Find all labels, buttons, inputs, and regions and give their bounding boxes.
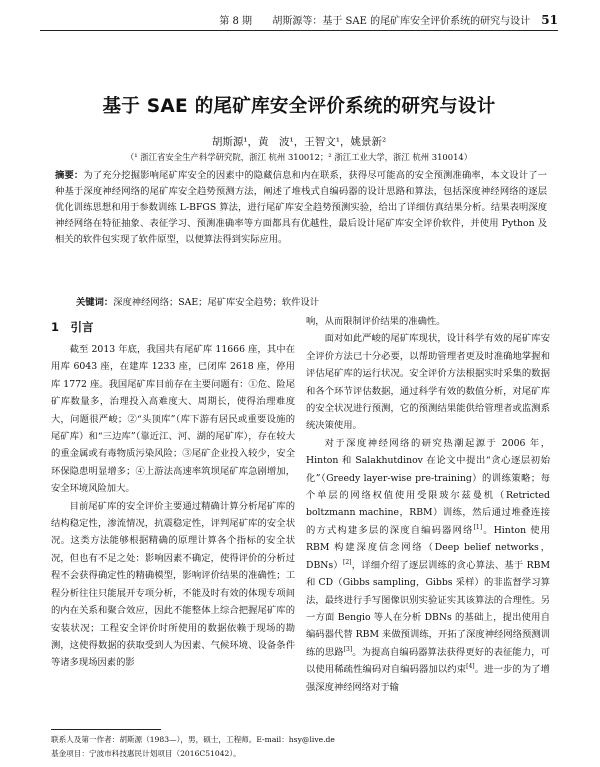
running-header <box>40 12 558 30</box>
keywords <box>76 295 546 311</box>
paragraph: 响，从而限制评价结果的准确性。 <box>306 316 446 327</box>
abstract-label: 摘要： <box>55 170 84 181</box>
citation-1: [1] <box>473 523 483 531</box>
paragraph: 截至 2013 年底，我国共有尾矿库 11666 座，其中在用库 6043 座，在建库 1233 座，已闭库 2618 座，停用库 1772 座。我国尾矿库目前存在主要问题有：①危、险尾矿库数量多，治理投入高难度大、周期长，使得治理难度大，问题很严峻；②“头顶库”（库下游有居民或重要设施的尾矿库）和“三边库”（靠近江、河、湖的尾矿库），存在较大的重金属或有毒物质污染风险；③尾矿企业投入较少，安全环保隐患明显增多；④上游法高速率筑坝尾矿库急剧增加，安全环境风险加大。 <box>51 344 295 495</box>
abstract <box>55 168 547 248</box>
running-header-title: 胡斯源等：基于 SAE 的尾矿库安全评价系统的研究与设计 <box>272 16 531 27</box>
paragraph-text: ，详细介绍了逐层训练的贪心算法、基于 RBM 和 CD（Gibbs sampling，Gibbs 采样）的非监督学习算法，最终进行手写图像识别实验证实其该算法的合理性。另一方面 Bengio 等人在分析 DBNs 的基础上，提出使用自编码器代替 RBM 来做预训练，开拓了深度神经网络预测训练的思路 <box>306 559 550 658</box>
keywords-text: 深度神经网络；SAE；尾矿库安全趋势；软件设计 <box>113 297 320 308</box>
footnote-fund: 基金项目：宁波市科技惠民计划项目（2016C51042）。 <box>51 749 241 758</box>
paragraph-text: 对于深度神经网络的研究热潮起源于 2006 年，Hinton 和 Salakhutdinov 在论文中提出“贪心逐层初始化”（Greedy layer-wise pre-training）的训练策略；每个单层的网络权值使用受限玻尔兹曼机（Retricted boltzmann machine，RBM）训练，然后通过堆叠连接的方式构建多层的深度自编码器网络 <box>306 437 550 536</box>
left-column <box>51 313 295 672</box>
footnote-rule <box>51 729 161 730</box>
citation-3: [3] <box>343 645 353 653</box>
citation-4: [4] <box>466 663 475 671</box>
paragraph: 面对如此严峻的尾矿库现状，设计科学有效的尾矿库安全评价方法已十分必要，以帮助管理者更及时准确地掌握和评估尾矿库的运行状况。安全评价方法根据实时采集的数据和各个环节评估数据，通过科学有效的数值分析，对尾矿库的安全状况进行预测，它的预测结果能供给管理者或监测系统决策使用。 <box>306 333 550 432</box>
header-rule <box>40 30 558 31</box>
keywords-label: 关键词： <box>76 297 114 308</box>
right-column <box>306 313 550 696</box>
paper-title: 基于 SAE 的尾矿库安全评价系统的研究与设计 <box>102 96 496 117</box>
footnote-author: 联系人及第一作者：胡斯源（1983—），男，硕士，工程师。E-mail：hsy@live.de <box>51 735 335 744</box>
paragraph-text: 。为提高自编码器算法获得更好的表征能力，可以使用稀疏性编码对自编码器加以约束 <box>306 646 550 676</box>
abstract-text: 为了充分挖掘影响尾矿库安全的因素中的隐藏信息和内在联系，获得尽可能高的安全预测准确率，本文设计了一种基于深度神经网络的尾矿库安全趋势预测方法，阐述了堆栈式自编码器的设计思路和算法，包括深度神经网络的逐层优化训练思想和用于参数训练 L-BFGS 算法，进行尾矿库安全趋势预测实验，给出了详细仿真结果分析。结果表明深度神经网络在特征抽象、表征学习、预测准确率等方面都具有优越性，最后设计尾矿库安全评价软件，并使用 Python 及相关的软件包实现了软件原型，以便算法得到实际应用。 <box>55 170 547 245</box>
paragraph-text: 。进一步的为了增强深度神经网络对于输 <box>306 664 550 693</box>
paragraph <box>306 435 550 696</box>
page-number: 51 <box>541 13 558 27</box>
paragraph-text: 。Hinton 使用 RBM 构建深度信念网络（Deep belief networks，DBNs） <box>306 524 550 571</box>
citation-2: [2] <box>342 558 352 566</box>
paragraph: 目前尾矿库的安全评价主要通过精确计算分析尾矿库的结构稳定性，渗流情况，抗震稳定性，评判尾矿库的安全状况。这类方法能够根据精确的原理计算各个指标的安全状况，但也有不足之处：影响因素不确定，使得评价的分析过程不会获得确定性的精确模型，影响评价结果的准确性；工程分析往往只能展开专项分析，不能及时有效的体现专项间的内在关系和聚合效应，因此不能整体上综合把握尾矿库的安装状况；工程安全评价时所使用的数据依赖于现场的勘测，这使得数据的获取受到人为因素、气候环境、设备条件等诸多现场因素的影 <box>51 500 295 669</box>
author-list: 胡斯源¹，黄 波¹，王智文¹，姚景新² <box>211 136 387 148</box>
section-heading-introduction: 1 引言 <box>51 320 94 334</box>
affiliations: （¹ 浙江省安全生产科学研究院，浙江 杭州 310012；² 浙江工业大学，浙江 杭州 310014） <box>125 152 473 162</box>
running-header-issue: 第 8 期 <box>219 16 252 27</box>
